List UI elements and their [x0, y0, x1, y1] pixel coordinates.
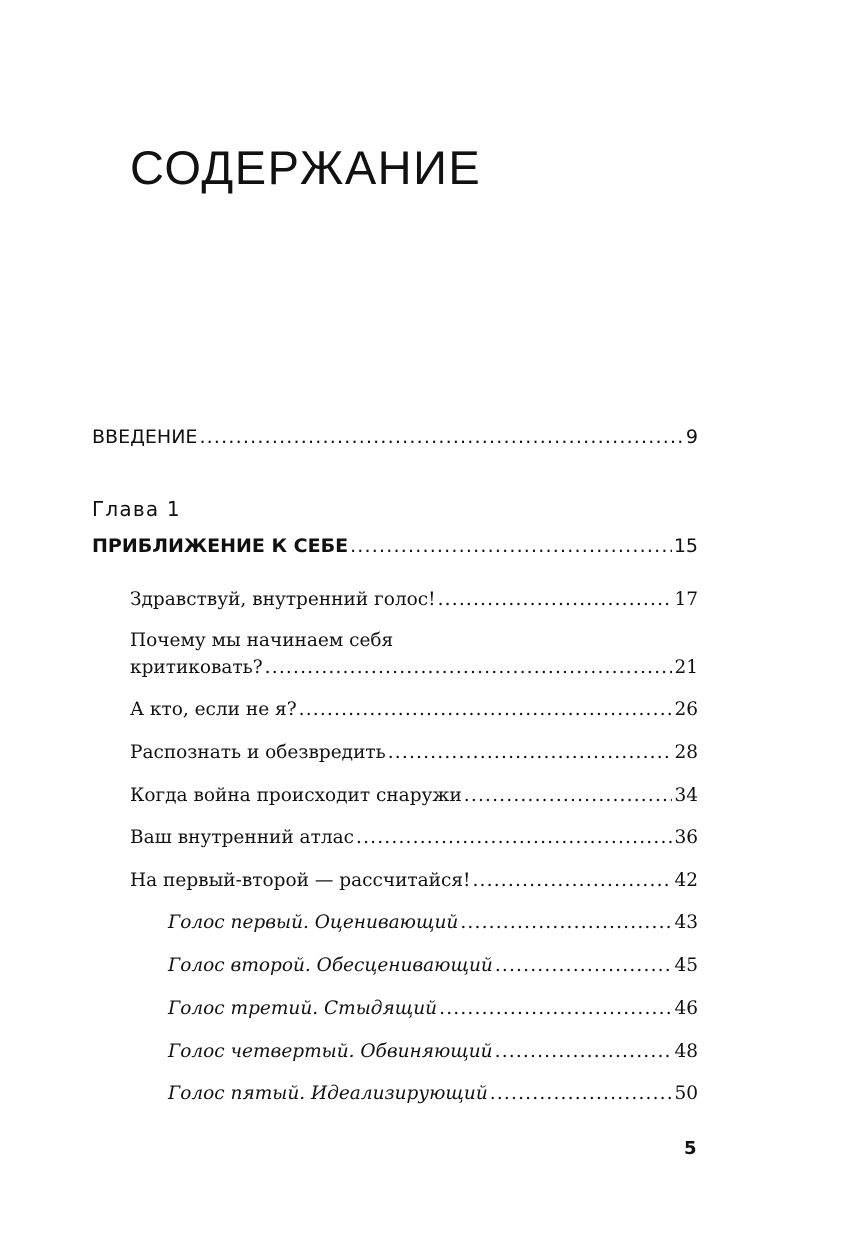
toc-page-number: 50: [674, 1083, 698, 1104]
toc-entry-section[interactable]: [130, 699, 698, 720]
toc-entry-title: ПРИБЛИЖЕНИЕ К СЕБЕ: [92, 535, 349, 557]
toc-entry-section[interactable]: [130, 785, 698, 806]
toc-page-number: 36: [674, 827, 698, 848]
dot-leader: [460, 912, 672, 933]
toc-page-number: 46: [674, 998, 698, 1019]
toc-entry-title: ВВЕДЕНИЕ: [92, 426, 198, 448]
toc-page-number: 34: [674, 785, 698, 806]
toc-entry-title: Голос третий. Стыдящий: [168, 998, 438, 1019]
toc-page-number: 17: [674, 589, 698, 610]
toc-entry-subsection[interactable]: [168, 998, 698, 1019]
toc-page-number: 15: [673, 535, 698, 557]
toc-entry-title: На первый-второй — рассчитайся!: [130, 870, 471, 891]
toc-entry-section[interactable]: [130, 589, 698, 610]
toc-entry-title: Голос пятый. Идеализирующий: [168, 1083, 488, 1104]
toc-entry-subsection[interactable]: [168, 1041, 698, 1062]
toc-entry-title: Здравствуй, внутренний голос!: [130, 589, 436, 610]
dot-leader: [472, 870, 672, 891]
toc-entry-title-line1[interactable]: Почему мы начинаем себя: [130, 630, 394, 651]
toc-entry-section[interactable]: [130, 870, 698, 891]
toc-entry-title: Когда война происходит снаружи: [130, 785, 462, 806]
toc-entry-title: Голос четвертый. Обвиняющий: [168, 1041, 493, 1062]
toc-entry-section[interactable]: [130, 657, 698, 678]
dot-leader: [350, 535, 672, 557]
toc-entry-title: Распознать и обезвредить: [130, 742, 386, 763]
toc-page-number: 26: [674, 699, 698, 720]
toc-page-number: 43: [674, 912, 698, 933]
toc-entry-section[interactable]: [130, 827, 698, 848]
toc-entry-title: критиковать?: [130, 657, 263, 678]
toc-entry-title: Ваш внутренний атлас: [130, 827, 354, 848]
toc-entry-subsection[interactable]: [168, 955, 698, 976]
toc-entry-section[interactable]: [130, 742, 698, 763]
dot-leader: [299, 699, 673, 720]
toc-page-number: 45: [674, 955, 698, 976]
dot-leader: [388, 742, 673, 763]
dot-leader: [490, 1083, 673, 1104]
dot-leader: [495, 955, 673, 976]
dot-leader: [265, 657, 673, 678]
toc-entry-chapter[interactable]: [92, 535, 698, 557]
toc-page-number: 9: [685, 426, 698, 448]
toc-entry-title: Голос первый. Оценивающий: [168, 912, 459, 933]
toc-entry-intro[interactable]: [92, 426, 698, 448]
page-number: 5: [684, 1138, 697, 1159]
toc-page-number: 42: [674, 870, 698, 891]
chapter-label: Глава 1: [92, 497, 181, 521]
dot-leader: [495, 1041, 673, 1062]
toc-page-number: 28: [674, 742, 698, 763]
toc-page-number: 21: [674, 657, 698, 678]
dot-leader: [199, 426, 683, 448]
dot-leader: [356, 827, 672, 848]
toc-entry-subsection[interactable]: [168, 1083, 698, 1104]
toc-page-number: 48: [674, 1041, 698, 1062]
dot-leader: [464, 785, 673, 806]
toc-entry-subsection[interactable]: [168, 912, 698, 933]
toc-entry-title: А кто, если не я?: [130, 699, 297, 720]
page-title: СОДЕРЖАНИЕ: [130, 141, 482, 194]
dot-leader: [439, 998, 672, 1019]
dot-leader: [438, 589, 673, 610]
toc-entry-title: Голос второй. Обесценивающий: [168, 955, 493, 976]
